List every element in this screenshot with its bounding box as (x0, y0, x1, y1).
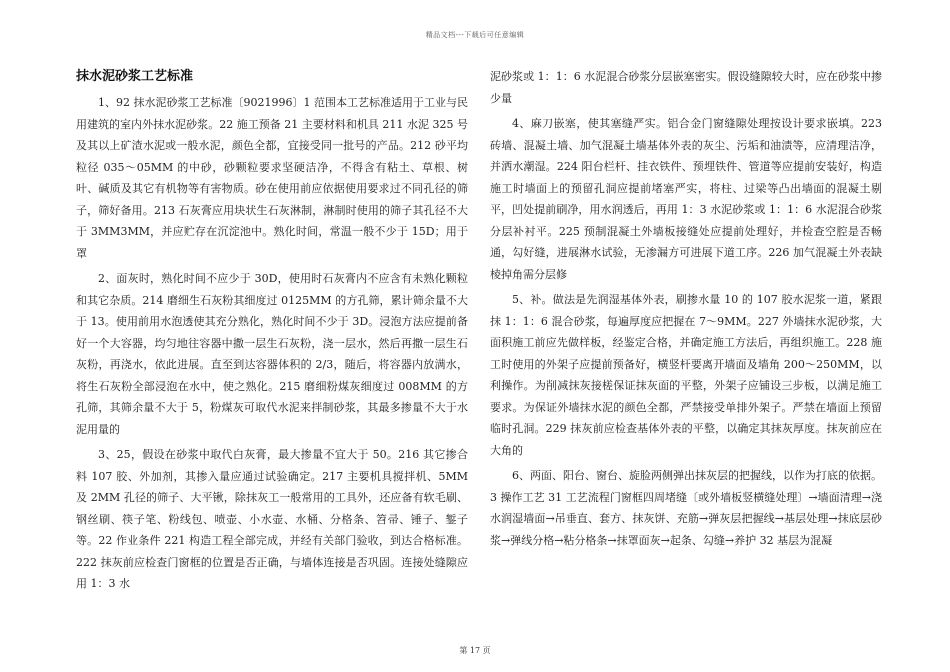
page-number: 第 17 页 (459, 646, 491, 655)
paragraph: 6、两面、阳台、窗台、旋脸两侧弹出抹灰层的把握线，以作为打底的依据。3 操作工艺 31 工艺流程门窗框四周堵缝〔或外墙板竖横缝处理〕→墙面清理→浇水润湿墙面→吊垂直、套方、抹灰饼、充筋→弹灰层把握线→基层处理→抹底层砂浆→弹线分格→粘分格条→抹罩面灰→起条、勾缝→养护 32 基层为混凝 (490, 469, 882, 547)
paragraph: 4、麻刀嵌塞，使其塞缝严实。铝合金门窗缝隙处理按设计要求嵌填。223 砖墙、混凝土墙、加气混凝土墙基体外表的灰尘、污垢和油渍等，应清理洁净，并洒水潮湿。224 阳台栏杆、挂衣铁件、预埋铁件、管道等应提前安装好，构造施工时墙面上的预留孔洞应提前堵塞严实，将柱、过梁等凸出墙面的混凝土剔平，凹处提前刷净，用水润透后，再用 1：3 水泥砂浆或 1：1：6 水泥混合砂浆分层补衬平。225 预制混凝土外墙板接缝处应提前处理好，并检查空腔是否畅通，勾好缝，进展淋水试验，无渗漏方可进展下道工序。226 加气混凝土外表缺棱掉角需分层修 (490, 117, 882, 281)
page-header: 精品文档---下载后可任意编辑 (425, 31, 525, 39)
paragraph: 泥砂浆或 1：1：6 水泥混合砂浆分层嵌塞密实。假设缝隙较大时，应在砂浆中掺少量 (490, 70, 882, 105)
right-column (490, 66, 882, 555)
paragraph: 3、25，假设在砂浆中取代白灰膏，最大掺量不宜大于 50。216 其它掺合料 107 胶、外加剂，其掺入量应通过试验确定。217 主要机具搅拌机、5MM 及 2MM 孔径的筛子、大平锹，除抹灰工一般常用的工具外，还应备有软毛刷、钢丝刷、筷子笔、粉线包、喷壶、小水壶、水桶、分格条、笤帚、锤子、錾子等。22 作业条件 221 构造工程全部完成，并经有关部门验收，到达合格标准。222 抹灰前应检查门窗框的位置是否正确，与墙体连接是否巩固。连接处缝隙应用 1：3 水 (76, 448, 468, 590)
left-column (76, 66, 468, 599)
paragraph: 1、92 抹水泥砂浆工艺标准〔9021996〕1 范围本工艺标准适用于工业与民用建筑的室内外抹水泥砂浆。22 施工预备 21 主要材料和机具 211 水泥 325 号及其以上矿渣水泥或一般水泥，颜色全都，宜接受同一批号的产品。212 砂平均粒径 035～05MM 的中砂，砂颗粒要求坚硬洁净，不得含有粘土、草根、树叶、碱质及其它有机物等有害物质。砂在使用前应依据使用要求过不同孔径的筛子，筛好备用。213 石灰膏应用块状生石灰淋制，淋制时使用的筛子其孔径不大于 3MM3MM，并应贮存在沉淀池中。熟化时间，常温一般不少于 15D；用于罩 (76, 96, 468, 260)
document-title: 抹水泥砂浆工艺标准 (76, 69, 194, 84)
paragraph: 5、补。做法是先润湿基体外表，刷掺水量 10 的 107 胶水泥浆一道，紧跟抹 1：1：6 混合砂浆，每遍厚度应把握在 7～9MM。227 外墙抹水泥砂浆，大面积施工前应先做样板，经鉴定合格，并确定施工方法后，再组织施工。228 施工时使用的外架子应提前预备好，横竖杆要离开墙面及墙角 200～250MM，以利操作。为削减抹灰接槎保证抹灰面的平整，外架子应铺设三步板，以满足施工要求。为保证外墙抹水泥的颜色全都，严禁接受单排外架子。严禁在墙面上预留临时孔洞。229 抹灰前应检查基体外表的平整，以确定其抹灰厚度。抹灰前应在大角的 (490, 293, 882, 457)
paragraph: 2、面灰时，熟化时间不应少于 30D，使用时石灰膏内不应含有未熟化颗粒和其它杂质。214 磨细生石灰粉其细度过 0125MM 的方孔筛，累计筛余量不大于 13。使用前用水泡透使其充分熟化，熟化时间不少于 3D。浸泡方法应提前备好一个大容器，均匀地往容器中撒一层生石灰粉，浇一层水，然后再撒一层生石灰粉，再浇水，依此进展。直至到达容器体积的 2/3，随后，将容器内放满水，将生石灰粉全部浸泡在水中，使之熟化。215 磨细粉煤灰细度过 008MM 的方孔筛，其筛余量不大于 5，粉煤灰可取代水泥来拌制砂浆，其最多掺量不大于水泥用量的 (76, 272, 468, 436)
